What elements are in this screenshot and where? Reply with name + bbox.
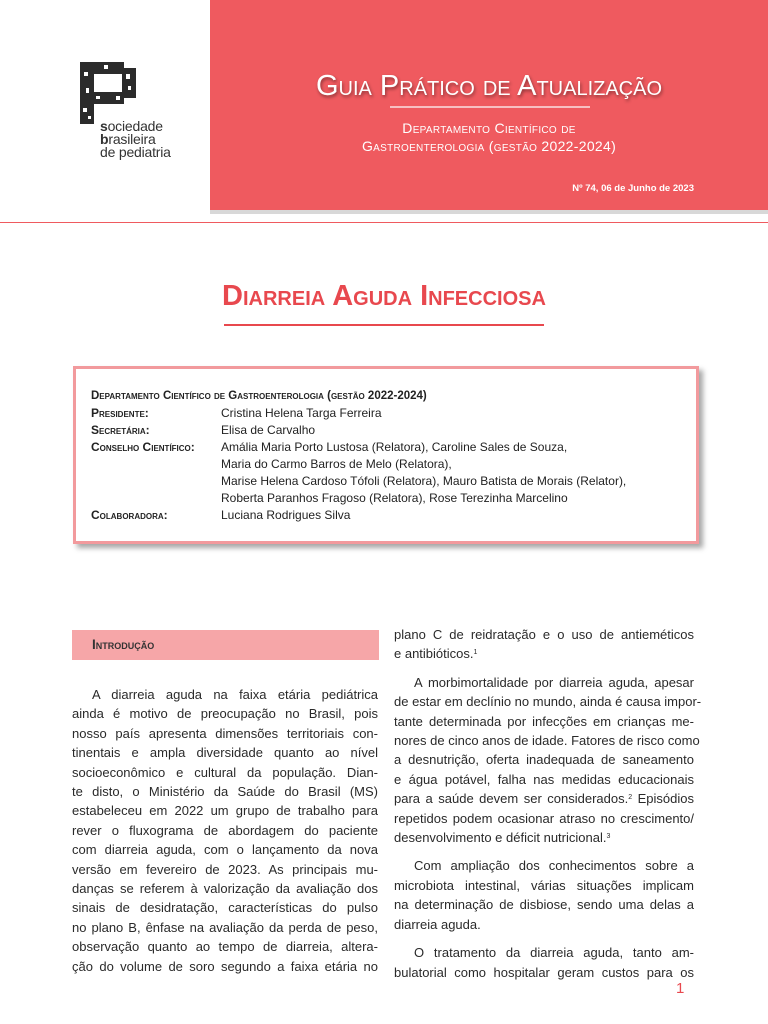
text-line: com diarreia aguda, com o lançamento da nova <box>72 842 378 858</box>
text-line: microbiota intestinal, várias situações implicam <box>394 877 694 893</box>
paragraph <box>394 856 694 934</box>
colaboradora-value: Luciana Rodrigues Silva <box>221 508 351 522</box>
conselho-line: Amália Maria Porto Lustosa (Relatora), Caroline Sales de Souza, <box>221 440 568 454</box>
logo-initial-s: s <box>100 118 108 134</box>
credits-box <box>73 366 699 544</box>
text-line: de estar em declínio no mundo, ainda é causa impor- <box>394 694 702 710</box>
text-line <box>394 789 694 808</box>
credits-department: Departamento Científico de Gastroenterologia (gestão 2022-2024) <box>91 390 427 402</box>
section-heading-band <box>72 630 379 660</box>
text-line: tinentais e ampla diversidade quanto ao nível <box>72 745 378 761</box>
presidente-value: Cristina Helena Targa Ferreira <box>221 406 382 420</box>
conselho-line: Marise Helena Cardoso Tófoli (Relatora), Mauro Batista de Morais (Relator), <box>221 474 627 488</box>
colaboradora-label: Colaboradora: <box>91 508 168 522</box>
reference-superscript: 3 <box>606 833 611 841</box>
text-line: versão em fevereiro de 2023. As principais mu- <box>72 861 378 877</box>
presidente-label: Presidente: <box>91 406 149 420</box>
logo-line3: de pediatria <box>100 144 171 160</box>
department-line-1: Departamento Científico de <box>402 120 576 136</box>
header-band <box>210 0 768 210</box>
text-line: nosso país apresenta dimensões territoriais con- <box>72 725 378 741</box>
sbp-logo <box>78 60 188 160</box>
logo-line2: rasileira <box>108 131 156 147</box>
text-line-content: desenvolvimento e déficit nutricional. <box>394 830 607 846</box>
section-heading: Introdução <box>92 637 155 652</box>
credits-secretaria-row <box>91 422 315 439</box>
text-line: na determinação de disbiose, sendo uma delas a <box>394 897 694 913</box>
document-title-underline <box>224 324 544 326</box>
conselho-label: Conselho Científico: <box>91 440 195 454</box>
sbp-logo-text <box>100 120 171 159</box>
credits-conselho-row <box>91 439 567 456</box>
text-line: ção do volume de soro segundo a faixa etária no <box>72 958 378 974</box>
sbp-logo-mark-icon <box>78 60 148 126</box>
text-line: rever o fluxograma de abordagem do paciente <box>72 822 378 838</box>
paragraph <box>72 685 378 976</box>
left-column <box>72 685 378 976</box>
text-line-content: para a saúde devem ser considerados. <box>394 791 629 807</box>
secretaria-value: Elisa de Carvalho <box>221 423 316 437</box>
credits-colaboradora-row <box>91 507 350 524</box>
paragraph <box>394 673 702 848</box>
text-line: ainda é motivo de preocupação no Brasil, pois <box>72 706 378 722</box>
logo-line1: ociedade <box>107 118 163 134</box>
text-line: Com ampliação dos conhecimentos sobre a <box>414 858 694 874</box>
text-line: O tratamento da diarreia aguda, tanto am- <box>414 945 694 961</box>
text-line: repetidos podem ocasionar atraso no crescimento/ <box>394 810 694 826</box>
text-line: observação quanto ao tempo de diarreia, altera- <box>72 939 378 955</box>
guide-title: Guia Prático de Atualização <box>315 70 663 102</box>
reference-superscript: 1 <box>473 649 478 657</box>
conselho-line: Maria do Carmo Barros de Melo (Relatora), <box>221 457 452 471</box>
text-line: A diarreia aguda na faixa etária pediátrica <box>92 687 378 702</box>
header-divider <box>0 222 768 223</box>
text-line: A morbimortalidade por diarreia aguda, apesar <box>414 674 694 690</box>
text-line-content: e antibióticos. <box>394 646 474 662</box>
text-line-content: Episódios <box>632 791 694 807</box>
paragraph <box>394 625 694 664</box>
logo-initial-b: b <box>100 131 109 147</box>
department-line-2: Gastroenterologia (gestão 2022-2024) <box>361 138 617 154</box>
text-line: a desnutrição, oferta inadequada de saneamento <box>394 752 694 768</box>
secretaria-label: Secretária: <box>91 423 150 437</box>
text-line: te disto, o Ministério da Saúde do Brasil (MS) <box>72 784 378 800</box>
text-line: socioeconômico e cultural da população. Dian- <box>72 764 378 780</box>
guide-title-underline <box>390 106 590 108</box>
text-line: plano C de reidratação e o uso de antieméticos <box>394 627 694 642</box>
text-line: no plano B, ênfase na avaliação da perda de peso, <box>72 919 378 935</box>
text-line: diarreia aguda. <box>394 916 481 932</box>
text-line: tante determinada por infecções em crianças me- <box>394 713 694 729</box>
text-line: bulatorial como hospitalar geram custos para os <box>394 964 694 980</box>
conselho-line: Roberta Paranhos Fragoso (Relatora), Rose Terezinha Marcelino <box>221 491 568 505</box>
text-line <box>394 644 694 663</box>
reference-superscript: 2 <box>628 794 633 802</box>
header-shadow <box>210 210 768 214</box>
text-line <box>394 828 694 847</box>
page-number: 1 <box>676 980 685 997</box>
document-title: Diarreia Aguda Infecciosa <box>222 280 546 312</box>
text-line: danças se referem à valorização da avaliação dos <box>72 881 378 897</box>
text-line: estabeleceu em 2022 um grupo de trabalho para <box>72 803 378 819</box>
paragraph <box>394 943 694 982</box>
text-line: sinais de desidratação, características do pulso <box>72 900 378 916</box>
right-column <box>394 625 702 982</box>
text-line: nores de cinco anos de idade. Fatores de risco como <box>394 733 700 749</box>
issue-number-date: Nº 74, 06 de Junho de 2023 <box>572 183 694 194</box>
text-line: e água potável, falha nas medidas educacionais <box>394 771 694 787</box>
credits-presidente-row <box>91 405 382 422</box>
